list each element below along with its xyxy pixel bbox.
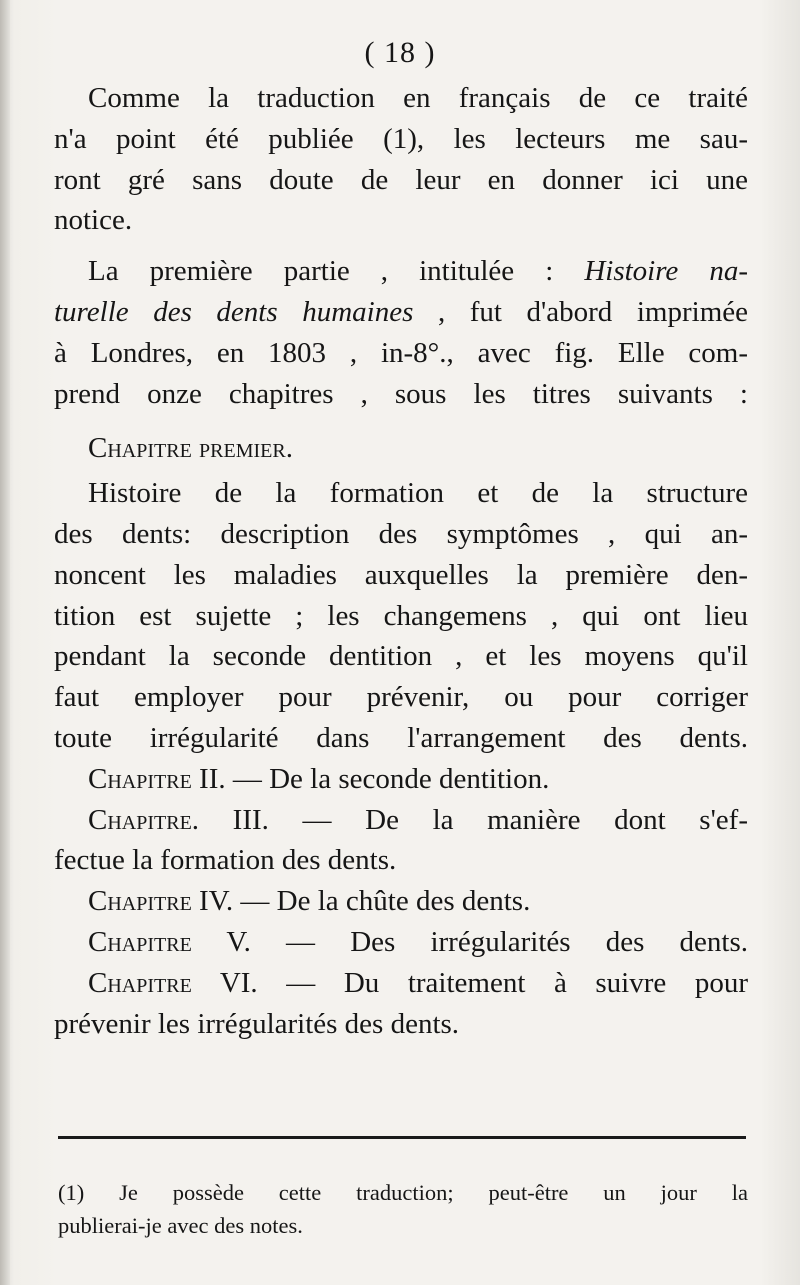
chapter-label: Chapitre VI. [88,966,258,999]
italic-title: turelle des dents humaines [54,295,414,328]
text-line [54,292,748,333]
text-line: ront gré sans doute de leur en donner ici une [54,163,748,196]
chapter-entry [54,922,748,963]
main-text [54,78,748,1044]
text-line: fectue la formation des dents. [54,844,397,877]
page-number: ( 18 ) [364,36,436,69]
text-line [54,251,748,292]
chapter-heading: Chapitre premier. [88,432,293,465]
text-line: tition est sujette ; les changemens , qui ont lieu [54,599,748,632]
text-run: , fut d'abord imprimée [413,295,748,328]
text-line: à Londres, en 1803 , in-8°., avec fig. Elle com- [54,336,748,369]
text-line: prend onze chapitres , sous les titres suivants : [54,377,748,410]
text-line: noncent les maladies auxquelles la première den- [54,558,748,591]
footnote [58,1176,748,1242]
chapter-title: — Des irrégularités des dents. [250,925,749,958]
text-line: notice. [54,204,133,237]
chapter-label: Chapitre IV. [88,885,234,918]
chapter-entry [54,963,748,1004]
footnote-line: publierai-je avec des notes. [58,1213,303,1238]
text-line: Comme la traduction en français de ce traité [88,82,748,114]
chapter-title: — De la chûte des dents. [233,885,531,918]
text-line: pendant la seconde dentition , et les moyens qu'il [54,640,748,673]
chapter-label: Chapitre II. [88,762,226,795]
text-line: toute irrégularité dans l'arrangement des dents. [54,721,748,754]
chapter-title: — De la manière dont s'ef- [268,803,748,836]
chapter-label: Chapitre V. [88,925,251,958]
footnote-line: (1) Je possède cette traduction; peut-être un jour la [58,1180,748,1205]
text-line: faut employer pour prévenir, ou pour corriger [54,681,748,714]
text-line: prévenir les irrégularités des dents. [54,1007,460,1040]
text-line: Histoire de la formation et de la structure [88,477,748,510]
text-line: n'a point été publiée (1), les lecteurs me sau- [54,122,748,155]
chapter-title: — Du traitement à suivre pour [257,966,748,999]
text-line: des dents: description des symptômes , qui an- [54,517,748,550]
chapter-label: Chapitre. III. [88,803,269,836]
chapter-entry [54,759,748,800]
page-edge [0,0,10,1285]
chapter-entry [54,881,748,922]
chapter-entry [54,800,748,841]
footnote-rule [58,1136,746,1139]
chapter-title: — De la seconde dentition. [225,762,550,795]
italic-title: Histoire na- [584,255,749,288]
text-run: La première partie , intitulée : [88,255,585,288]
